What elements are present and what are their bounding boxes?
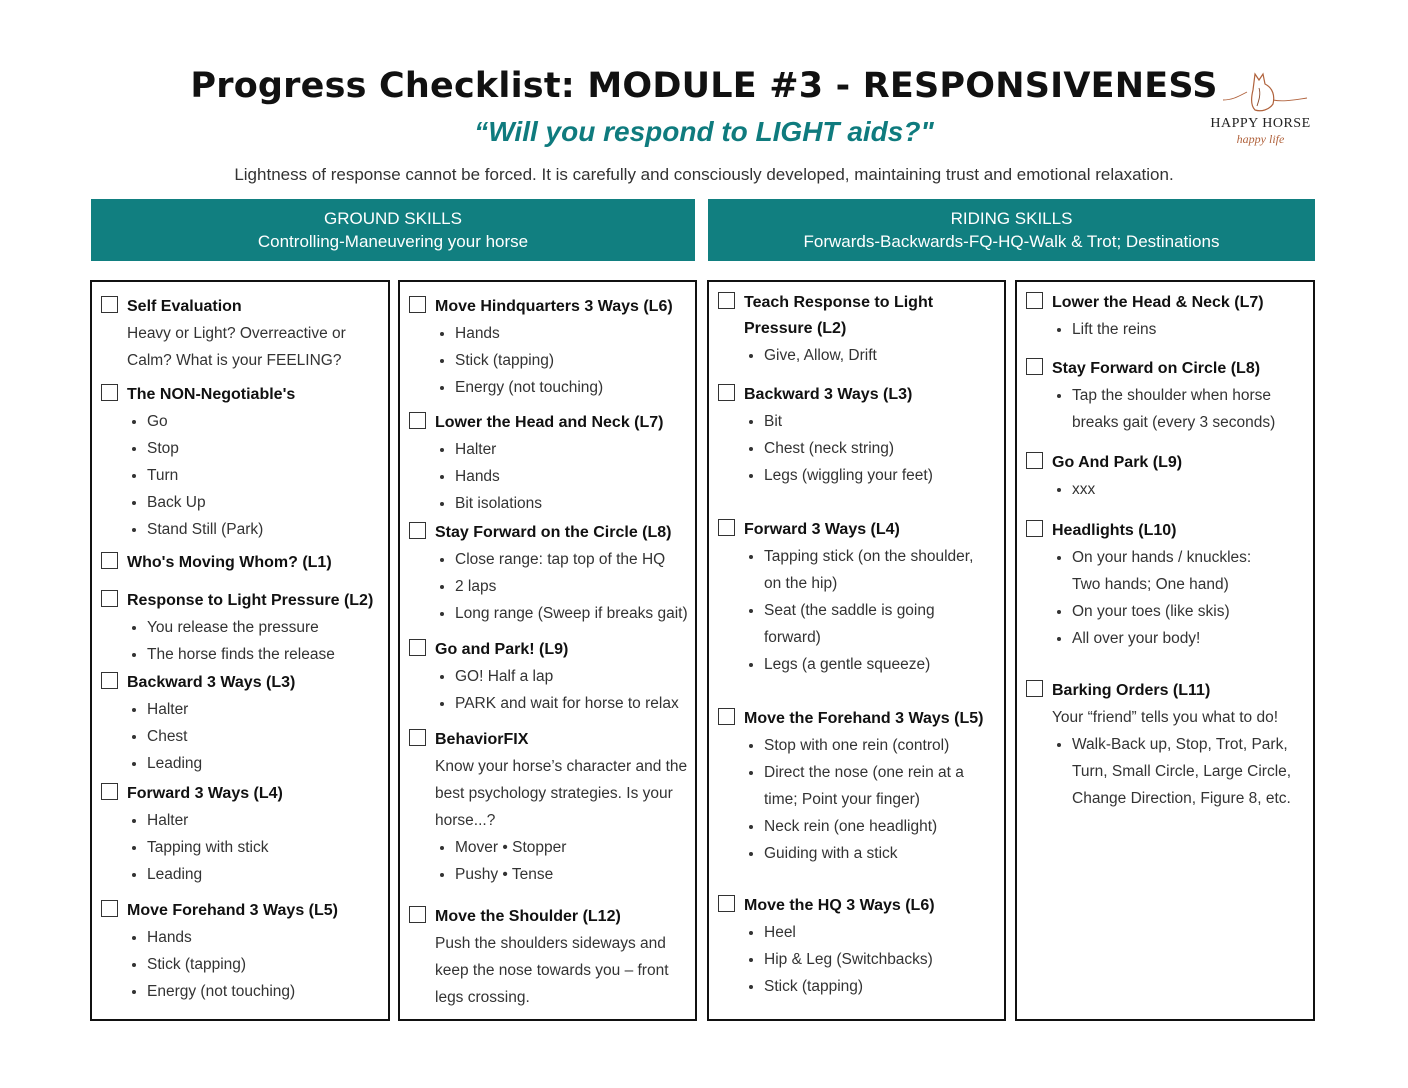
section-title: Move the HQ 3 Ways (L6): [744, 897, 935, 914]
section-title: Move Hindquarters 3 Ways (L6): [435, 298, 673, 315]
list-item: • Direct the nose (one rein at a time; Point your finger): [764, 759, 998, 813]
section-title: Forward 3 Ways (L4): [744, 521, 900, 538]
list-item: • Turn: [147, 462, 382, 489]
ground-skills-subtitle: Controlling-Maneuvering your horse: [257, 232, 529, 251]
checkbox[interactable]: [101, 384, 118, 401]
section-header: [409, 294, 689, 320]
list-item: • PARK and wait for horse to relax: [455, 690, 689, 717]
section-header: [1026, 450, 1307, 476]
bullet-list: [1026, 382, 1307, 436]
happy-horse-logo: [1203, 70, 1318, 155]
list-item: • Halter: [455, 436, 689, 463]
list-item: • Leading: [147, 750, 382, 777]
checkbox[interactable]: [409, 412, 426, 429]
list-item: • Stop with one rein (control): [764, 732, 998, 759]
section-header: [718, 290, 998, 342]
section-header: [718, 706, 998, 732]
section-header: [1026, 290, 1307, 316]
bullet-list: [409, 320, 689, 401]
page-subtitle: “Will you respond to LIGHT aids?": [474, 116, 934, 147]
list-item: • Mover • Stopper: [455, 834, 689, 861]
checkbox[interactable]: [409, 729, 426, 746]
intro-text: Lightness of response cannot be forced. It is carefully and consciously developed, maintaining trust and emotional relaxation.: [234, 165, 1174, 184]
section-title: Lower the Head and Neck (L7): [435, 414, 664, 431]
checkbox[interactable]: [1026, 292, 1043, 309]
list-item: • Go: [147, 408, 382, 435]
section-title: Move Forehand 3 Ways (L5): [127, 902, 338, 919]
list-item: • Guiding with a stick: [764, 840, 998, 867]
section-header: [409, 727, 689, 753]
bullet-list: [718, 919, 998, 1000]
list-item: • Stick (tapping): [147, 951, 382, 978]
list-item: • Energy (not touching): [455, 374, 689, 401]
page-title: Progress Checklist: MODULE #3 - RESPONSIVENESS: [190, 66, 1218, 106]
list-item: • xxx: [1072, 476, 1307, 503]
list-item: • Neck rein (one headlight): [764, 813, 998, 840]
bullet-list: [718, 543, 998, 678]
section-title: The NON-Negotiable's: [127, 386, 296, 403]
section-header: [1026, 518, 1307, 544]
ground-column-2: [398, 280, 697, 1021]
checklist-section: [409, 727, 689, 888]
checkbox[interactable]: [409, 522, 426, 539]
bullet-list: [1026, 731, 1307, 812]
list-item: • Back Up: [147, 489, 382, 516]
bullet-list: [718, 408, 998, 489]
section-header: [101, 670, 382, 696]
checklist-section: [718, 382, 998, 489]
checklist-section: [101, 382, 382, 543]
riding-skills-banner: [708, 199, 1315, 261]
checklist-section: [101, 588, 382, 668]
checklist-section: [1026, 290, 1307, 343]
list-item: • Hands: [455, 320, 689, 347]
riding-column-2: [1015, 280, 1315, 1021]
list-item: • Hands: [147, 924, 382, 951]
list-item: • Give, Allow, Drift: [764, 342, 998, 369]
section-header: [718, 517, 998, 543]
list-item: • Close range: tap top of the HQ: [455, 546, 689, 573]
list-item: • Tapping stick (on the shoulder, on the hip): [764, 543, 998, 597]
logo-text: HAPPY HORSE: [1210, 116, 1311, 131]
bullet-list: [409, 834, 689, 888]
checkbox[interactable]: [409, 639, 426, 656]
checkbox[interactable]: [101, 590, 118, 607]
section-title: Stay Forward on Circle (L8): [1052, 360, 1261, 377]
bullet-list: [409, 436, 689, 517]
ground-skills-title: GROUND SKILLS: [324, 209, 462, 228]
bullet-list: [101, 614, 382, 668]
checklist-section: [101, 898, 382, 1005]
list-item: • Halter: [147, 696, 382, 723]
section-title: Barking Orders (L11): [1052, 682, 1211, 699]
checkbox[interactable]: [101, 900, 118, 917]
section-header: [101, 588, 382, 614]
checkbox[interactable]: [101, 296, 118, 313]
checklist-section: [718, 290, 998, 369]
list-item: • Pushy • Tense: [455, 861, 689, 888]
bullet-list: [718, 342, 998, 369]
section-title: Response to Light Pressure (L2): [127, 592, 374, 609]
checkbox[interactable]: [718, 292, 735, 309]
section-header: [101, 550, 382, 576]
list-item: • Stop: [147, 435, 382, 462]
checklist-section: [101, 781, 382, 888]
ground-column-1: [90, 280, 390, 1021]
section-title: Who's Moving Whom? (L1): [127, 554, 332, 571]
checkbox[interactable]: [718, 895, 735, 912]
section-title: Move the Forehand 3 Ways (L5): [744, 710, 984, 727]
checklist-section: [409, 904, 689, 1011]
section-header: [409, 520, 689, 546]
section-header: [101, 898, 382, 924]
list-item: • Stand Still (Park): [147, 516, 382, 543]
list-item: • Hip & Leg (Switchbacks): [764, 946, 998, 973]
list-item: • Heel: [764, 919, 998, 946]
section-header: [1026, 678, 1307, 704]
section-title: Forward 3 Ways (L4): [127, 785, 283, 802]
checkbox[interactable]: [1026, 358, 1043, 375]
section-title: Move the Shoulder (L12): [435, 908, 621, 925]
list-item: • Energy (not touching): [147, 978, 382, 1005]
list-item: • On your toes (like skis): [1072, 598, 1307, 625]
bullet-list: [101, 408, 382, 543]
checklist-section: [718, 893, 998, 1000]
checkbox[interactable]: [1026, 452, 1043, 469]
list-item: • The horse finds the release: [147, 641, 382, 668]
section-header: [101, 294, 382, 320]
section-title: Stay Forward on the Circle (L8): [435, 524, 672, 541]
checklist-section: [409, 410, 689, 517]
section-description: Your “friend” tells you what to do!: [1052, 709, 1279, 726]
section-title: Go And Park (L9): [1052, 454, 1183, 471]
list-item: • Lift the reins: [1072, 316, 1307, 343]
list-item: • Seat (the saddle is going forward): [764, 597, 998, 651]
section-title: Teach Response to Light Pressure (L2): [744, 294, 934, 337]
checkbox[interactable]: [1026, 680, 1043, 697]
riding-skills-title: RIDING SKILLS: [950, 209, 1073, 228]
list-item: • Hands: [455, 463, 689, 490]
list-item: • Stick (tapping): [764, 973, 998, 1000]
section-title: Self Evaluation: [127, 298, 242, 315]
checklist-section: [1026, 518, 1307, 652]
checklist-section: [1026, 450, 1307, 503]
section-header: [101, 382, 382, 408]
section-title: Headlights (L10): [1052, 522, 1177, 539]
checkbox[interactable]: [718, 519, 735, 536]
checkbox[interactable]: [101, 672, 118, 689]
section-description: Know your horse’s character and the best psychology strategies. Is your horse...?: [435, 758, 688, 829]
checkbox[interactable]: [1026, 520, 1043, 537]
checklist-section: [409, 294, 689, 401]
bullet-list: [1026, 316, 1307, 343]
bullet-list: [409, 546, 689, 627]
checklist-section: [101, 294, 382, 374]
list-item: • Chest (neck string): [764, 435, 998, 462]
list-item: • Legs (a gentle squeeze): [764, 651, 998, 678]
list-item: • You release the pressure: [147, 614, 382, 641]
section-title: Go and Park! (L9): [435, 641, 569, 658]
list-item: • Tap the shoulder when horse breaks gait (every 3 seconds): [1072, 382, 1307, 436]
list-item: • Walk-Back up, Stop, Trot, Park, Turn, Small Circle, Large Circle, Change Direction, Figure 8, etc.: [1072, 731, 1307, 812]
section-header: [718, 893, 998, 919]
section-description: Heavy or Light? Overreactive or Calm? What is your FEELING?: [127, 325, 346, 369]
checklist-section: [101, 670, 382, 777]
checklist-section: [718, 517, 998, 678]
checklist-section: [1026, 356, 1307, 436]
bullet-list: [101, 924, 382, 1005]
checklist-section: [718, 706, 998, 867]
section-header: [409, 637, 689, 663]
list-item: • Stick (tapping): [455, 347, 689, 374]
bullet-list: [1026, 544, 1307, 652]
section-title: Backward 3 Ways (L3): [127, 674, 296, 691]
list-item: • Halter: [147, 807, 382, 834]
list-item: • Legs (wiggling your feet): [764, 462, 998, 489]
bullet-list: [718, 732, 998, 867]
checkbox[interactable]: [409, 296, 426, 313]
checkbox[interactable]: [409, 906, 426, 923]
list-item: • 2 laps: [455, 573, 689, 600]
bullet-list: [101, 807, 382, 888]
list-item: • Leading: [147, 861, 382, 888]
checklist-section: [409, 637, 689, 717]
bullet-list: [1026, 476, 1307, 503]
bullet-list: [409, 663, 689, 717]
bullet-list: [101, 696, 382, 777]
section-header: [718, 382, 998, 408]
checklist-section: [101, 550, 382, 576]
list-item: • All over your body!: [1072, 625, 1307, 652]
list-item: • GO! Half a lap: [455, 663, 689, 690]
list-item: • Long range (Sweep if breaks gait): [455, 600, 689, 627]
checklist-section: [409, 520, 689, 627]
list-item: • On your hands / knuckles: Two hands; One hand): [1072, 544, 1307, 598]
section-header: [409, 410, 689, 436]
checklist-section: [1026, 678, 1307, 812]
list-item: • Chest: [147, 723, 382, 750]
ground-skills-banner: [91, 199, 695, 261]
section-title: Lower the Head & Neck (L7): [1052, 294, 1264, 311]
section-title: BehaviorFIX: [435, 731, 529, 748]
checkbox[interactable]: [101, 783, 118, 800]
list-item: • Tapping with stick: [147, 834, 382, 861]
section-description: Push the shoulders sideways and keep the nose towards you – front legs crossing.: [435, 935, 669, 1006]
list-item: • Bit isolations: [455, 490, 689, 517]
horse-sketch-icon: [1203, 70, 1318, 120]
checkbox[interactable]: [718, 708, 735, 725]
riding-skills-subtitle: Forwards-Backwards-FQ-HQ-Walk & Trot; Destinations: [803, 232, 1220, 251]
section-header: [1026, 356, 1307, 382]
list-item: • Bit: [764, 408, 998, 435]
section-title: Backward 3 Ways (L3): [744, 386, 913, 403]
riding-column-1: [707, 280, 1006, 1021]
checkbox[interactable]: [718, 384, 735, 401]
checkbox[interactable]: [101, 552, 118, 569]
logo-script: happy life: [1236, 132, 1285, 146]
section-header: [409, 904, 689, 930]
section-header: [101, 781, 382, 807]
